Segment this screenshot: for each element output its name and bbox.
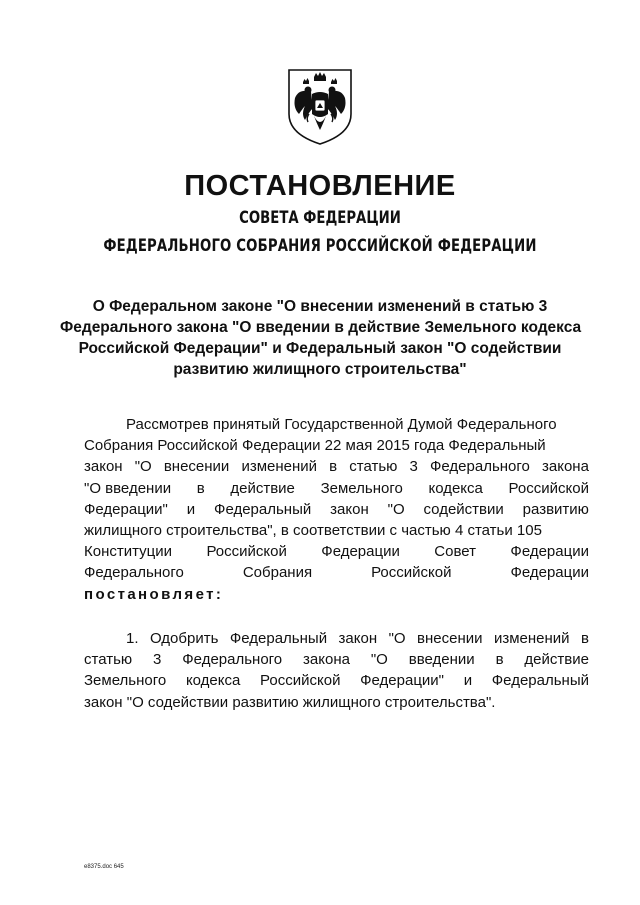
paragraph-line xyxy=(84,435,589,456)
paragraph-line xyxy=(84,628,589,649)
paragraph-line xyxy=(84,692,589,713)
word: внесении xyxy=(163,458,230,476)
heading-line: Российской Федерации" и Федеральный закон "О содействии xyxy=(78,340,562,357)
paragraph-line xyxy=(84,649,589,670)
word: Земельного xyxy=(320,479,403,497)
word: закона xyxy=(542,458,589,476)
word: Земельного xyxy=(84,672,167,690)
word: Федерации xyxy=(510,543,589,561)
word: Собрания xyxy=(242,564,313,582)
word: Совет xyxy=(434,543,476,561)
word: введении xyxy=(408,651,475,669)
word: статью xyxy=(84,651,133,669)
word: статью xyxy=(349,458,398,476)
word: "О xyxy=(388,630,406,647)
word: Федеральный xyxy=(214,500,312,518)
word: Собрания Российской Федерации 22 мая 2015 года Федеральный xyxy=(84,437,546,455)
issuing-body-line1: СОВЕТА ФЕДЕРАЦИИ xyxy=(239,208,401,228)
heading-line: Федерального закона "О введении в действие Земельного кодекса xyxy=(60,319,582,336)
word: Федерации" xyxy=(84,500,168,518)
word: Российской xyxy=(371,564,452,582)
word: 3 xyxy=(409,458,418,476)
word: в xyxy=(495,651,504,669)
word: Российской xyxy=(508,479,589,497)
word: Рассмотрев принятый Государственной Думой Федерального xyxy=(126,416,557,433)
paragraph-line xyxy=(84,499,589,520)
word: в xyxy=(196,479,205,497)
issuing-body-line2: ФЕДЕРАЛЬНОГО СОБРАНИЯ РОССИЙСКОЙ ФЕДЕРАЦИИ xyxy=(103,236,537,256)
paragraph-line xyxy=(84,456,589,477)
word: "О введении xyxy=(84,479,172,497)
word: изменений xyxy=(493,630,570,647)
resolution-item-1 xyxy=(84,628,589,713)
word: кодекса xyxy=(185,672,241,690)
document-footer-code: e8375.doc 645 xyxy=(84,864,124,870)
word: действие xyxy=(230,479,295,497)
word: внесении xyxy=(417,630,483,647)
document-title: ПОСТАНОВЛЕНИЕ xyxy=(184,170,456,202)
heading-line: развитию жилищного строительства" xyxy=(173,361,467,378)
word: Российской xyxy=(260,672,341,690)
word: "О xyxy=(370,651,388,669)
word: "О xyxy=(134,458,152,476)
word: Федерации xyxy=(510,564,589,582)
word: Федерального xyxy=(430,458,530,476)
word: Одобрить xyxy=(149,630,219,647)
word: и xyxy=(186,500,196,518)
word: 1. xyxy=(126,630,139,647)
heading-line: О Федеральном законе "О внесении изменений в статью 3 xyxy=(92,298,548,315)
word: изменений xyxy=(241,458,318,476)
word: закон "О содействии развитию жилищного строительства". xyxy=(84,693,496,711)
word: Федерации" xyxy=(360,672,445,690)
word: жилищного строительства", в соответствии с частью 4 статьи 105 xyxy=(84,522,542,540)
word: 3 xyxy=(153,651,162,669)
emblem xyxy=(287,68,353,146)
resolves-keyword: постановляет: xyxy=(84,585,224,603)
word: Российской xyxy=(206,543,287,561)
word: в xyxy=(329,458,338,476)
paragraph-line xyxy=(84,562,589,583)
word: Федерации xyxy=(321,543,400,561)
word: Конституции xyxy=(84,543,173,561)
word: содействии xyxy=(423,500,504,518)
word: Федеральный xyxy=(229,630,328,647)
word: Федеральный xyxy=(491,672,589,690)
paragraph-line xyxy=(84,478,589,499)
word: закона xyxy=(303,651,350,669)
resolution-heading xyxy=(60,296,580,380)
paragraph-line xyxy=(84,670,589,691)
word: "О xyxy=(387,500,405,518)
word: Федерального xyxy=(182,651,283,669)
word: Федерального xyxy=(84,564,184,582)
word: в xyxy=(581,630,589,647)
word: и xyxy=(463,672,473,690)
word: действие xyxy=(524,651,589,669)
word: закон xyxy=(84,458,123,476)
word: закон xyxy=(330,500,369,518)
preamble-paragraph xyxy=(84,414,589,605)
paragraph-line xyxy=(84,520,589,541)
paragraph-line xyxy=(84,414,589,435)
paragraph-line xyxy=(84,541,589,562)
word: кодекса xyxy=(428,479,483,497)
word: закон xyxy=(338,630,378,647)
word: развитию xyxy=(522,500,589,518)
russian-coat-of-arms-icon xyxy=(287,68,353,146)
